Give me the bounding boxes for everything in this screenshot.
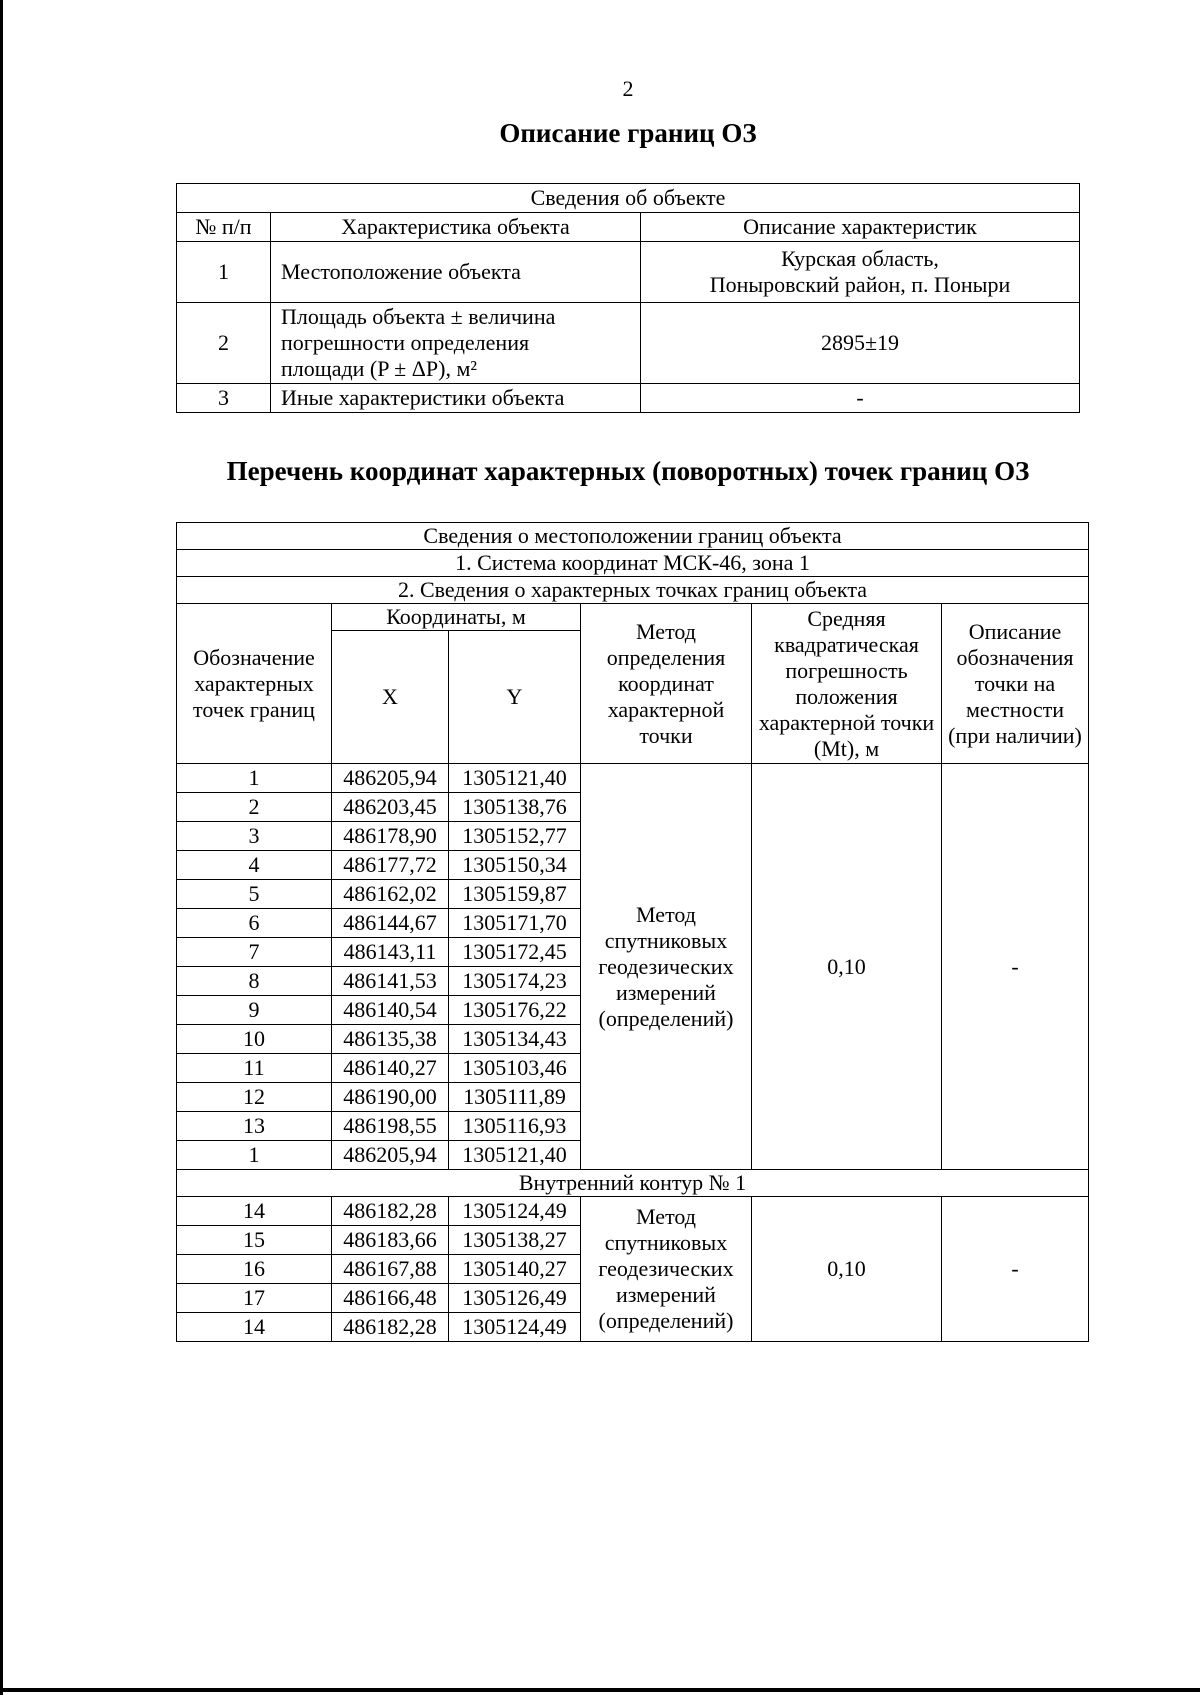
point-label: 3: [177, 822, 332, 851]
coord-x: 486198,55: [332, 1112, 449, 1141]
characteristic-value: -: [641, 384, 1080, 413]
table-row: [177, 384, 1080, 413]
point-label: 2: [177, 793, 332, 822]
point-label: 9: [177, 996, 332, 1025]
header-y: Y: [449, 631, 581, 764]
coord-y: 1305174,23: [449, 967, 581, 996]
method-cell: Метод спутниковых геодезических измерений (определений): [581, 1197, 752, 1342]
column-header: Описание характеристик: [641, 213, 1080, 242]
point-label: 7: [177, 938, 332, 967]
table-row: [177, 764, 1089, 793]
coord-y: 1305138,27: [449, 1226, 581, 1255]
point-label: 1: [177, 1141, 332, 1170]
coord-y: 1305172,45: [449, 938, 581, 967]
point-label: 14: [177, 1197, 332, 1226]
table-row: [177, 242, 1080, 303]
section-title-boundaries: Описание границ ОЗ: [499, 118, 757, 148]
point-label: 10: [177, 1025, 332, 1054]
header-method: Метод определения координат характерной точки: [581, 604, 752, 764]
point-label: 13: [177, 1112, 332, 1141]
scan-edge-bottom: [0, 1688, 1200, 1692]
description-cell: -: [942, 764, 1089, 1170]
header-x: X: [332, 631, 449, 764]
coord-x: 486167,88: [332, 1255, 449, 1284]
coord-x: 486183,66: [332, 1226, 449, 1255]
point-label: 4: [177, 851, 332, 880]
coord-x: 486190,00: [332, 1083, 449, 1112]
name-line: погрешности определения: [281, 330, 530, 355]
inner-contour-caption: Внутренний контур № 1: [177, 1170, 1089, 1197]
header-coordinates: Координаты, м: [332, 604, 581, 631]
column-header: № п/п: [177, 213, 271, 242]
characteristic-value: 2895±19: [641, 303, 1080, 384]
table-caption: Сведения о местоположении границ объекта: [177, 523, 1089, 550]
coord-y: 1305138,76: [449, 793, 581, 822]
coord-y: 1305111,89: [449, 1083, 581, 1112]
section-title-coordinates: Перечень координат характерных (поворотных) точек границ ОЗ: [226, 456, 1030, 486]
point-label: 6: [177, 909, 332, 938]
coord-x: 486178,90: [332, 822, 449, 851]
table-caption: Сведения об объекте: [177, 184, 1080, 213]
point-label: 1: [177, 764, 332, 793]
point-label: 17: [177, 1284, 332, 1313]
coord-y: 1305140,27: [449, 1255, 581, 1284]
coord-x: 486140,27: [332, 1054, 449, 1083]
point-label: 14: [177, 1313, 332, 1342]
value-line: Курская область,: [781, 246, 939, 271]
coord-y: 1305159,87: [449, 880, 581, 909]
coord-y: 1305152,77: [449, 822, 581, 851]
coordinate-system: 1. Система координат МСК-46, зона 1: [177, 550, 1089, 577]
point-label: 8: [177, 967, 332, 996]
point-label: 5: [177, 880, 332, 909]
value-line: Поныровский район, п. Поныри: [709, 272, 1011, 297]
table-row: [177, 303, 1080, 384]
coord-x: 486141,53: [332, 967, 449, 996]
column-header: Характеристика объекта: [271, 213, 641, 242]
header-error: Средняя квадратическая погрешность положения характерной точки (Mt), м: [752, 604, 942, 764]
error-cell: 0,10: [752, 764, 942, 1170]
coord-x: 486177,72: [332, 851, 449, 880]
table-caption: 2. Сведения о характерных точках границ объекта: [177, 577, 1089, 604]
characteristic-name: Иные характеристики объекта: [271, 384, 641, 413]
coord-x: 486135,38: [332, 1025, 449, 1054]
coord-y: 1305134,43: [449, 1025, 581, 1054]
coord-y: 1305121,40: [449, 1141, 581, 1170]
outer-contour-rows: [177, 764, 1089, 1170]
coord-y: 1305124,49: [449, 1197, 581, 1226]
characteristic-value: [641, 242, 1080, 303]
row-number: 1: [177, 242, 271, 303]
inner-contour-rows: [177, 1197, 1089, 1342]
coord-y: 1305116,93: [449, 1112, 581, 1141]
scan-edge-left: [0, 0, 3, 1695]
coord-y: 1305121,40: [449, 764, 581, 793]
coord-y: 1305124,49: [449, 1313, 581, 1342]
coord-x: 486203,45: [332, 793, 449, 822]
coord-y: 1305176,22: [449, 996, 581, 1025]
coord-x: 486166,48: [332, 1284, 449, 1313]
coord-x: 486182,28: [332, 1313, 449, 1342]
object-info-table: [176, 183, 1080, 413]
error-cell: 0,10: [752, 1197, 942, 1342]
coord-y: 1305103,46: [449, 1054, 581, 1083]
description-cell: -: [942, 1197, 1089, 1342]
name-line: площади (P ± ΔP), м²: [281, 356, 477, 381]
coord-y: 1305150,34: [449, 851, 581, 880]
row-number: 3: [177, 384, 271, 413]
name-line: Площадь объекта ± величина: [281, 304, 556, 329]
point-label: 16: [177, 1255, 332, 1284]
page-number: 2: [622, 76, 634, 101]
coordinates-table: [176, 522, 1089, 1342]
point-label: 12: [177, 1083, 332, 1112]
table-row: [177, 1197, 1089, 1226]
row-number: 2: [177, 303, 271, 384]
coord-x: 486205,94: [332, 1141, 449, 1170]
coord-y: 1305171,70: [449, 909, 581, 938]
coord-x: 486144,67: [332, 909, 449, 938]
characteristic-name: Местоположение объекта: [271, 242, 641, 303]
method-cell: Метод спутниковых геодезических измерений (определений): [581, 764, 752, 1170]
coord-x: 486182,28: [332, 1197, 449, 1226]
characteristic-name: [271, 303, 641, 384]
coord-y: 1305126,49: [449, 1284, 581, 1313]
coord-x: 486140,54: [332, 996, 449, 1025]
coord-x: 486162,02: [332, 880, 449, 909]
header-description: Описание обозначения точки на местности (при наличии): [942, 604, 1089, 764]
header-point: Обозначение характерных точек границ: [177, 604, 332, 764]
coord-x: 486143,11: [332, 938, 449, 967]
coord-x: 486205,94: [332, 764, 449, 793]
point-label: 11: [177, 1054, 332, 1083]
point-label: 15: [177, 1226, 332, 1255]
